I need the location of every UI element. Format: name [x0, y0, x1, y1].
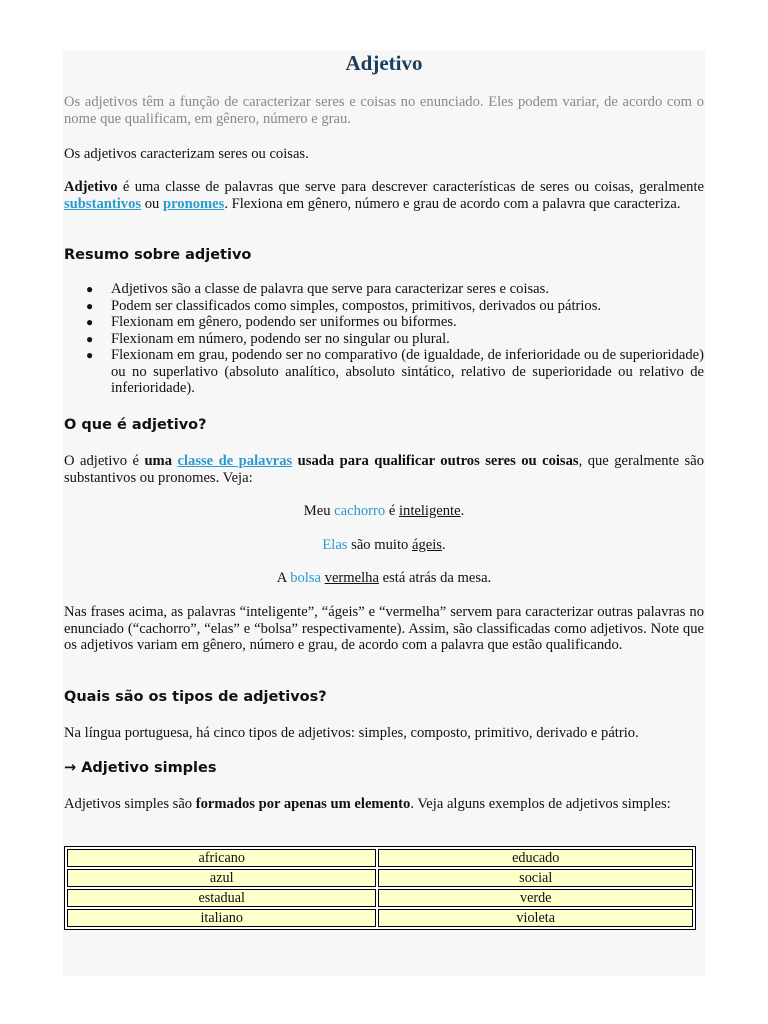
noun-highlight: bolsa — [290, 570, 321, 586]
text-span: . Veja alguns exemplos de adjetivos simples: — [410, 796, 671, 812]
list-item-text: Podem ser classificados como simples, compostos, primitivos, derivados ou pátrios. — [111, 297, 602, 314]
heading-resumo: Resumo sobre adjetivo — [64, 247, 252, 263]
table-cell: verde — [378, 889, 693, 907]
page-title: Adjetivo — [345, 51, 423, 75]
paragraph-definition — [64, 179, 704, 212]
text-span: O adjetivo é — [64, 453, 145, 469]
bullet-icon: ● — [86, 331, 94, 346]
bold-span: formados por apenas um elemento — [195, 796, 411, 812]
adjective-underline: vermelha — [324, 570, 379, 586]
list-item — [64, 331, 704, 348]
table-row — [67, 909, 693, 927]
paragraph-simples — [64, 796, 704, 813]
list-item-text: Flexionam em gênero, podendo ser uniformes ou biformes. — [111, 314, 457, 330]
bullet-icon: ● — [86, 298, 94, 313]
link-substantivos[interactable]: substantivos — [64, 195, 142, 212]
bullet-icon: ● — [86, 315, 94, 329]
text-span: . — [441, 537, 446, 553]
text-span: . — [460, 503, 465, 519]
text-span: , que geralmente são substantivos ou pronomes. Veja: — [64, 453, 704, 486]
table-cell: italiano — [67, 909, 376, 927]
table-row — [67, 849, 693, 867]
bold-term: Adjetivo — [64, 179, 118, 195]
noun-highlight: Elas — [322, 537, 348, 553]
table-cell: estadual — [67, 889, 376, 907]
adjective-underline: ágeis — [411, 537, 442, 553]
paragraph-1: Os adjetivos caracterizam seres ou coisas. — [64, 146, 309, 162]
text-span: Adjetivos simples são — [64, 796, 196, 812]
table-cell: azul — [67, 869, 376, 887]
table-cell: violeta — [378, 909, 693, 927]
adjective-underline: inteligente — [398, 503, 461, 519]
list-item — [64, 281, 704, 298]
list-item-text: Flexionam em grau, podendo ser no comparativo (de igualdade, de inferioridade ou de superioridade) ou no superlativo (absoluto analítico, absoluto sintático, relativo de superioridade ou relativo de inferioridade). — [111, 347, 704, 396]
list-item-text: Adjetivos são a classe de palavra que serve para caracterizar seres e coisas. — [111, 281, 549, 297]
examples-table — [64, 846, 696, 930]
paragraph-explanation: Nas frases acima, as palavras “inteligente”, “ágeis” e “vermelha” servem para caracterizar outras palavras no enunciado (“cachorro”, “elas” e “bolsa” respectivamente). Assim, são classificadas como adjetivos. Note que os adjetivos variam em gênero, número e grau, de acordo com a palavra que estão qualificando. — [64, 604, 704, 653]
text-span: A — [276, 570, 291, 586]
text-span: . Flexiona em gênero, número e grau de acordo com a palavra que caracteriza. — [224, 195, 681, 212]
text-span: é uma classe de palavras que serve para descrever características de seres ou coisas, geralmente — [117, 179, 704, 195]
link-classe-de-palavras[interactable]: classe de palavras — [177, 453, 293, 469]
link-pronomes[interactable]: pronomes — [162, 195, 225, 212]
table-row — [67, 869, 693, 887]
bold-span: uma — [144, 453, 178, 469]
table-cell: educado — [378, 849, 693, 867]
text-span: Meu — [303, 503, 335, 519]
bullet-icon: ● — [86, 282, 94, 296]
example-sentence-3 — [64, 570, 704, 587]
text-span: está atrás da mesa. — [378, 570, 492, 586]
text-span: são muito — [347, 537, 412, 553]
noun-highlight: cachorro — [334, 503, 386, 519]
summary-list — [64, 281, 704, 397]
heading-adjetivo-simples: → Adjetivo simples — [64, 760, 217, 776]
paragraph-o-que-e — [64, 453, 704, 486]
bullet-icon: ● — [86, 348, 94, 362]
intro-paragraph: Os adjetivos têm a função de caracterizar seres e coisas no enunciado. Eles podem variar, de acordo com o nome que qualificam, em gênero, número e grau. — [64, 94, 704, 127]
list-item — [64, 314, 704, 331]
table-cell: africano — [67, 849, 376, 867]
heading-tipos: Quais são os tipos de adjetivos? — [64, 689, 327, 705]
example-sentence-2 — [64, 537, 704, 554]
paragraph-tipos: Na língua portuguesa, há cinco tipos de adjetivos: simples, composto, primitivo, derivado e pátrio. — [64, 725, 639, 741]
text-span: é — [385, 503, 399, 519]
example-sentence-1 — [64, 503, 704, 520]
bold-span: usada para qualificar outros seres ou coisas — [292, 453, 579, 469]
list-item — [64, 347, 704, 397]
table-row — [67, 889, 693, 907]
table-cell: social — [378, 869, 693, 887]
list-item — [64, 298, 704, 315]
text-span: ou — [141, 195, 163, 212]
list-item-text: Flexionam em número, podendo ser no singular ou plural. — [111, 330, 450, 347]
heading-o-que-e: O que é adjetivo? — [64, 417, 207, 433]
